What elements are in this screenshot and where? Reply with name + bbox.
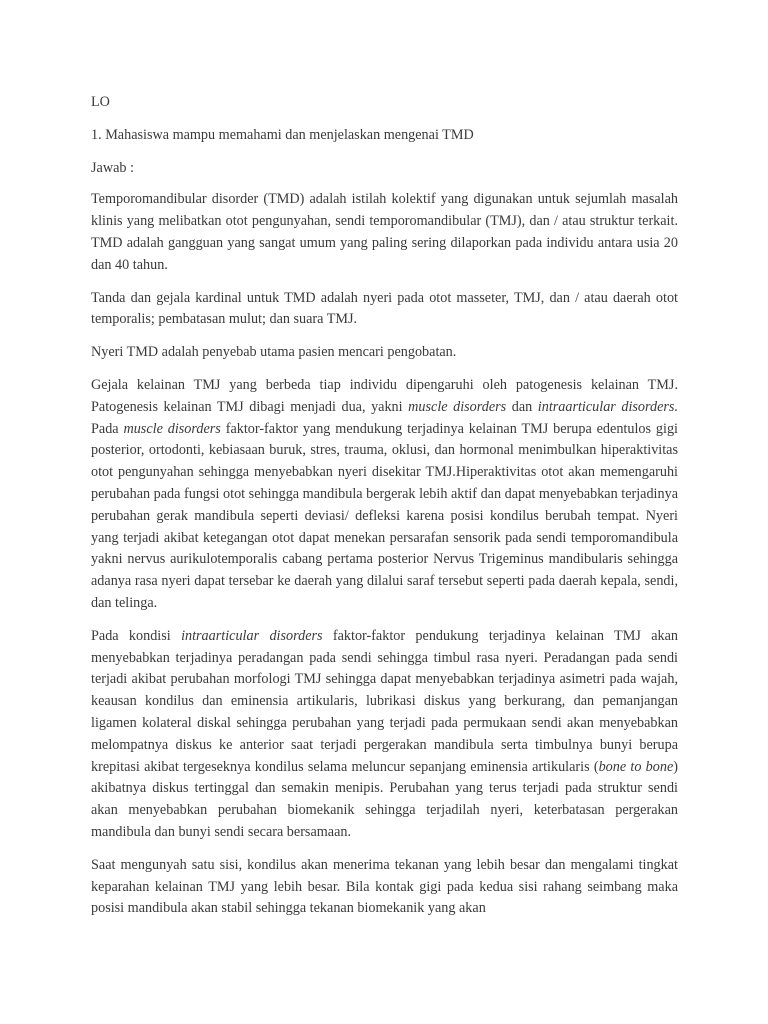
text-run: faktor-faktor yang mendukung terjadinya kelainan TMJ berupa edentulos gigi posterior, ortodonti, kebiasaan buruk, stres, trauma, oklusi, dan hormonal menimbulkan hiperaktivitas otot pengunyahan sehingga menyebabkan nyeri disekitar TMJ.Hiperaktivitas otot akan memengaruhi perubahan pada fungsi otot sehingga mandibula bergerak lebih aktif dan dapat menyebabkan terjadinya perubahan gerak mandibula seperti deviasi/ defleksi karena posisi kondilus berubah tempat. Nyeri yang terjadi akibat ketegangan otot dapat menekan persarafan sensorik pada sendi temporomandibula yakni nervus aurikulotemporalis cabang pertama posterior Nervus Trigeminus mandibularis sehingga adanya rasa nyeri dapat tersebar ke daerah yang dilalui saraf tersebut seperti pada daerah kepala, sendi, dan telinga. [91, 420, 678, 611]
paragraph-pathogenesis [91, 375, 678, 615]
text-run: Pada [91, 420, 124, 437]
italic-term: muscle disorders [408, 398, 507, 415]
paragraph-chewing: Saat mengunyah satu sisi, kondilus akan menerima tekanan yang lebih besar dan mengalami tingkat keparahan kelainan TMJ yang lebih besar. Bila kontak gigi pada kedua sisi rahang seimbang maka posisi mandibula akan stabil sehingga tekanan biomekanik yang akan [91, 856, 678, 917]
paragraph-intraarticular [91, 626, 678, 844]
text-run: Pada kondisi [91, 627, 182, 644]
answer-label: Jawab : [91, 159, 134, 176]
learning-objective: 1. Mahasiswa mampu memahami dan menjelaskan mengenai TMD [91, 126, 474, 143]
text-run: faktor-faktor pendukung terjadinya kelainan TMJ akan menyebabkan terjadinya peradangan pada sendi sehingga timbul rasa nyeri. Peradangan pada sendi terjadi akibat perubahan morfologi TMJ sehingga dapat menyebabkan terjadinya asimetri pada wajah, keausan kondilus dan eminensia artikularis, lubrikasi diskus yang berkurang, dan pemanjangan ligamen kolateral diskal sehingga perubahan yang terjadi pada permukaan sendi akan menyebabkan melompatnya diskus ke anterior saat terjadi pergerakan mandibula serta timbulnya bunyi berupa krepitasi akibat tergeseknya kondilus selama meluncur sepanjang eminensia artikularis ( [91, 627, 678, 775]
paragraph-tmd-definition: Temporomandibular disorder (TMD) adalah istilah kolektif yang digunakan untuk sejumlah masalah klinis yang melibatkan otot pengunyahan, sendi temporomandibular (TMJ), dan / atau struktur terkait. TMD adalah gangguan yang sangat umum yang paling sering dilaporkan pada individu antara usia 20 dan 40 tahun. [91, 191, 678, 273]
document-body [91, 92, 678, 931]
text-run: dan [506, 398, 538, 415]
italic-term: intraarticular disorders [181, 627, 323, 644]
italic-term: muscle disorders [123, 420, 221, 437]
text-run: Gejala kelainan TMJ yang berbeda tiap individu dipengaruhi oleh patogenesis kelainan TMJ. Patogenesis kelainan TMJ dibagi menjadi dua, yakni [91, 376, 678, 415]
text-run: ) akibatnya diskus tertinggal dan semakin menipis. Perubahan yang terus terjadi pada struktur sendi akan menyebabkan perubahan biomekanik sehingga terjadilah nyeri, keterbatasan pergerakan mandibula dan bunyi sendi secara bersamaan. [91, 758, 678, 840]
section-heading: LO [91, 94, 110, 110]
paragraph-pain: Nyeri TMD adalah penyebab utama pasien mencari pengobatan. [91, 344, 457, 361]
italic-term: intraarticular disorders. [537, 398, 678, 415]
paragraph-cardinal-signs: Tanda dan gejala kardinal untuk TMD adalah nyeri pada otot masseter, TMJ, dan / atau daerah otot temporalis; pembatasan mulut; dan suara TMJ. [91, 289, 678, 328]
italic-term: bone to bone [598, 758, 674, 775]
